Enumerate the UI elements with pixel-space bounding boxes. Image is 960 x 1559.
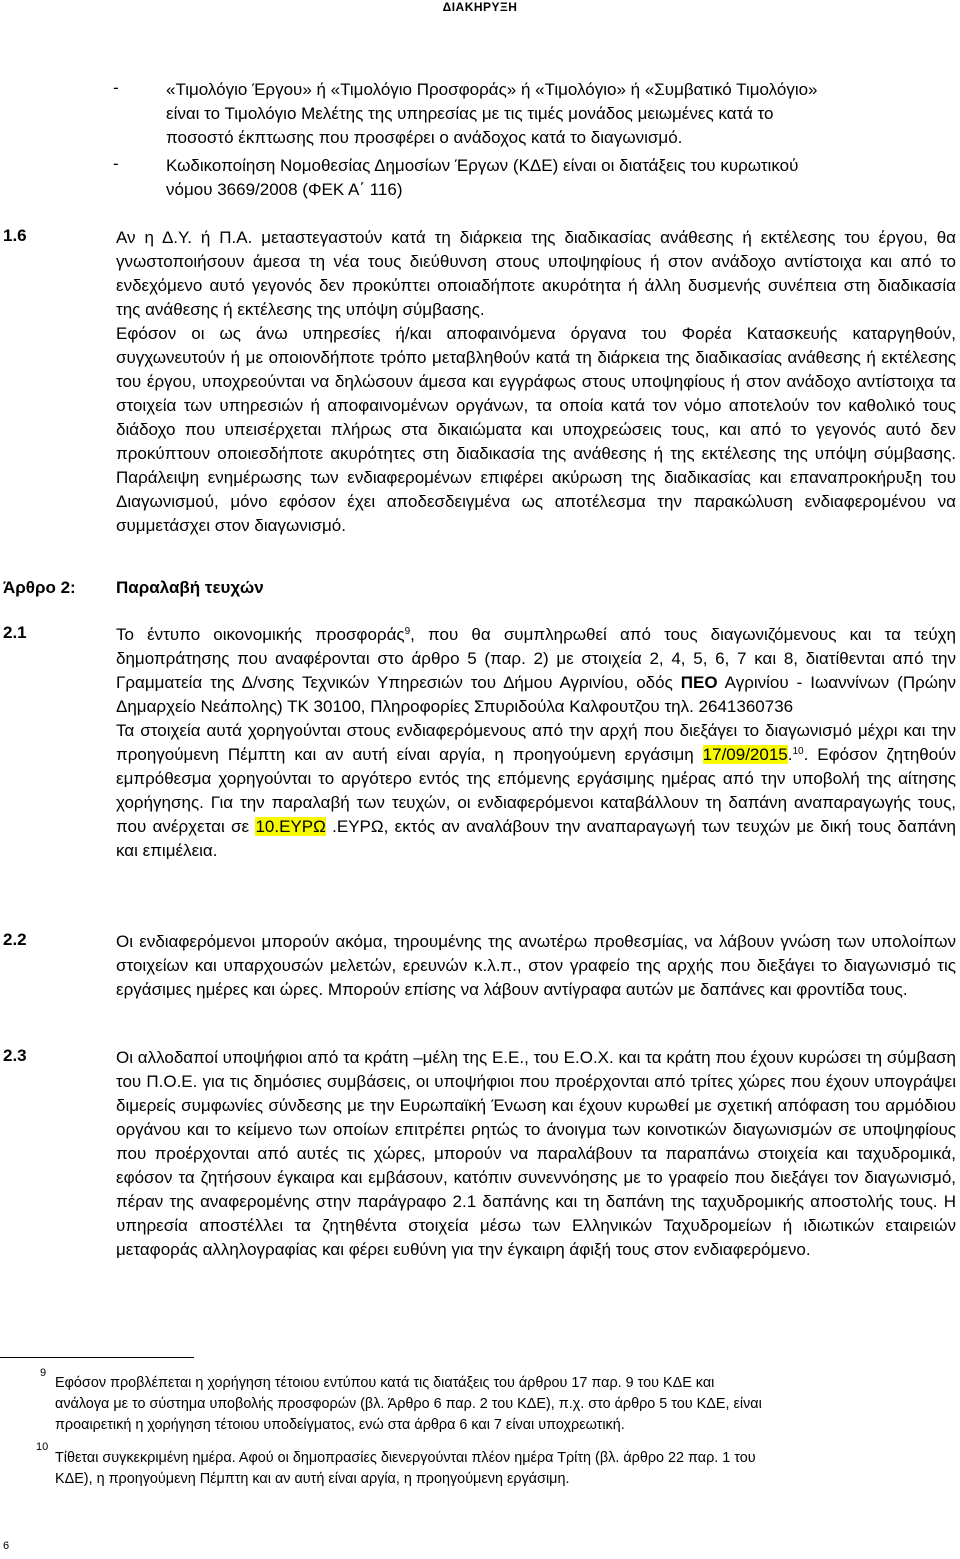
footnote-10 xyxy=(55,1448,959,1490)
list-dash: - xyxy=(113,78,119,97)
page-header xyxy=(0,0,960,14)
footnote-line: ΚΔΕ), η προηγούμενη Πέμπτη και αν αυτή είναι αργία, η προηγούμενη εργάσιμη. xyxy=(55,1471,570,1487)
footnote-mark: 10 xyxy=(36,1441,49,1453)
section-2-2-body xyxy=(116,930,956,1002)
section-1-6-body xyxy=(116,226,956,538)
text-line: Κωδικοποίηση Νομοθεσίας Δημοσίων Έργων (ΚΔΕ) είναι οι διατάξεις του κυρωτικού xyxy=(166,156,799,175)
paragraph: Οι αλλοδαποί υποψήφιοι από τα κράτη –μέλη της Ε.Ε., του Ε.Ο.Χ. και τα κράτη που έχουν κυρώσει τη σύμβαση του Π.Ο.Ε. για τις δημόσιες συμβάσεις, οι υποψήφιοι που προέρχονται από τρίτες χώρες που έχουν υπογράψει διμερείς συμφωνίες σύνδεσης με την Ευρωπαϊκή Ένωση και έχουν κυρωθεί με σχετική απόφαση του αρμόδιου οργάνου και το κείμενο των οποίων επιτρέπει ρητώς το άνοιγμα των κοινοτικών διαγωνισμών σε υποψηφίους που προέρχονται από αυτές τις χώρες, μπορούν να παραλάβουν τα παραπάνω στοιχεία και ταχυδρομικά, εφόσον τα ζητήσουν έγκαιρα και εμβάσουν, κατόπιν συνεννόησης με το γραφείο που διεξάγει τον διαγωνισμό, πέραν της αναφερομένης στην παράγραφο 2.1 δαπάνης και τη δαπάνη της ταχυδρομικής αποστολής τους. Η υπηρεσία αποστέλλει τα ζητηθέντα στοιχεία μέσω των Ελληνικών Ταχυδρομείων ή ιδιωτικών εταιρειών μεταφοράς αλληλογραφίας και φέρει ευθύνη για την έγκαιρη άφιξή τους στον ενδιαφερόμενο. xyxy=(116,1048,956,1259)
footnote-line: ανάλογα με το σύστημα υποβολής προσφορών (βλ. Άρθρο 6 παρ. 2 του ΚΔΕ), π.χ. στο άρθρο 5 του ΚΔΕ, είναι xyxy=(55,1396,762,1412)
text-run: . Εφόσον ζητηθούν εμπρόθεσμα χορηγούνται το αργότερο εντός της επόμενης εργάσιμης ημέρας από την υποβολή της αίτησης χορήγησης. Για την παραλαβή των τευχών, οι ενδιαφερόμενοι καταβάλλουν τη δαπάνη αναπαραγωγής τους, που ανέρχεται σε xyxy=(116,745,957,836)
highlighted-amount: 10.ΕΥΡΩ xyxy=(255,817,326,836)
text-run: Το έντυπο οικονομικής προσφοράς xyxy=(116,625,405,644)
section-number: 2.3 xyxy=(3,1046,27,1065)
text-line: είναι το Τιμολόγιο Μελέτης της υπηρεσίας με τις τιμές μονάδος μειωμένες κατά το xyxy=(166,104,774,123)
street-name: ΠΕΟ xyxy=(680,673,718,692)
text-run: , που θα συμπληρωθεί από τους διαγωνιζόμενους και τα τεύχη δημοπράτησης που αναφέρονται στο άρθρο 5 (παρ. 2) με στοιχεία 2, 4, 5, 6, 7 και 8, διατίθενται από την Γραμματεία της Δ/νσης Τεχνικών Υπηρεσιών του Δήμου Αγρινίου, οδός xyxy=(116,625,957,692)
footnote-line: Τίθεται συγκεκριμένη ημέρα. Αφού οι δημοπρασίες διενεργούνται πλέον ημέρα Τρίτη (βλ. άρθρο 22 παρ. 1 του xyxy=(55,1450,756,1466)
article-title: Παραλαβή τευχών xyxy=(116,578,264,597)
highlighted-date: 17/09/2015 xyxy=(702,745,788,764)
paragraph xyxy=(116,623,956,719)
definition-item xyxy=(166,78,956,150)
text-line: «Τιμολόγιο Έργου» ή «Τιμολόγιο Προσφοράς» ή «Τιμολόγιο» ή «Συμβατικό Τιμολόγιο» xyxy=(166,80,818,99)
section-number: 1.6 xyxy=(3,226,27,245)
text-run: Αγρινίου - Ιωαννίνων (Πρώην Δημαρχείο Νεάπολης) ΤΚ 30100, Πληροφορίες Σπυριδούλα Καλφουτζου τηλ. 2641360736 xyxy=(116,673,956,716)
footnote-line: προαιρετική η χορήγηση τέτοιου υποδείγματος, ενώ στα άρθρα 6 και 7 είναι υποχρεωτική. xyxy=(55,1417,625,1433)
footnote-line: Εφόσον προβλέπεται η χορήγηση τέτοιου εντύπου κατά τις διατάξεις του άρθρου 17 παρ. 9 του ΚΔΕ και xyxy=(55,1375,715,1391)
page-number: 6 xyxy=(3,1540,10,1552)
list-dash: - xyxy=(113,154,119,173)
paragraph xyxy=(116,719,956,863)
footnote-separator xyxy=(0,1357,194,1358)
section-2-1-body xyxy=(116,623,956,863)
text-run: . xyxy=(787,745,793,764)
section-number: 2.1 xyxy=(3,623,27,642)
section-number: 2.2 xyxy=(3,930,27,949)
footnote-ref[interactable]: 9 xyxy=(404,626,411,637)
footnote-ref[interactable]: 10 xyxy=(792,746,804,757)
paragraph: Οι ενδιαφερόμενοι μπορούν ακόμα, τηρουμένης της ανωτέρω προθεσμίας, να λάβουν γνώση των υπολοίπων στοιχείων και υπαρχουσών μελετών, ερευνών κ.λ.π., στον γραφείο της αρχής που διεξάγει το διαγωνισμό τις εργάσιμες ημέρες και ώρες. Μπορούν επίσης να λάβουν αντίγραφα αυτών με δαπάνες και φροντίδα τους. xyxy=(116,932,956,999)
footnote-9 xyxy=(55,1373,959,1436)
section-2-3-body xyxy=(116,1046,956,1262)
text-line: νόμου 3669/2008 (ΦΕΚ Α΄ 116) xyxy=(166,180,403,199)
text-run: .ΕΥΡΩ, εκτός αν αναλάβουν την αναπαραγωγή των τευχών με δική τους δαπάνη και επιμέλεια. xyxy=(116,817,956,860)
paragraph: Αν η Δ.Υ. ή Π.Α. μεταστεγαστούν κατά τη διάρκεια της διαδικασίας ανάθεσης ή εκτέλεσης του έργου, θα γνωστοποιήσουν άμεσα τη νέα τους διεύθυνση στους υποψηφίους ή στον ανάδοχο αντίστοιχα και από το ενδεχόμενο αυτό γεγονός δεν προκύπτει οποιαδήποτε ακυρότητα ή άλλη δυσμενής συνέπεια στη διαδικασία της ανάθεσης ή εκτέλεσης της υπόψη σύμβασης. xyxy=(116,228,956,319)
definition-item xyxy=(166,154,956,202)
article-label: Άρθρο 2: xyxy=(3,578,76,597)
text-line: ποσοστό έκπτωσης που προσφέρει ο ανάδοχος κατά το διαγωνισμό. xyxy=(166,128,683,147)
text-run: Τα στοιχεία αυτά χορηγούνται στους ενδιαφερόμενους από την αρχή που διεξάγει το διαγωνισμό μέχρι και την προηγούμενη Πέμπτη και αν αυτή είναι αργία, η προηγούμενη εργάσιμη xyxy=(116,721,956,764)
footnote-mark: 9 xyxy=(40,1367,47,1379)
paragraph: Εφόσον οι ως άνω υπηρεσίες ή/και αποφαινόμενα όργανα του Φορέα Κατασκευής καταργηθούν, συγχωνευτούν ή με οποιονδήποτε τρόπο μεταβληθούν κατά τη διάρκεια της διαδικασίας ανάθεσης ή εκτέλεσης του έργου, υποχρεούνται να δηλώσουν άμεσα και εγγράφως στους υποψηφίους ή στον ανάδοχο αντίστοιχα τα στοιχεία των υπηρεσιών ή αποφαινομένων οργάνων, τα οποία κατά τον νόμο αποτελούν τον καθολικό τους διάδοχο που υπεισέρχεται πλήρως στα δικαιώματα και υποχρεώσεις τους, και από το γεγονός αυτό δεν προκύπτουν οποιεσδήποτε ακυρότητες στη διαδικασία της ανάθεσης ή της εκτέλεσης της υπόψη σύμβασης. Παράλειψη ενημέρωσης των ενδιαφερομένων επιφέρει ακύρωση της διαδικασίας και επαναπροκήρυξη του Διαγωνισμού, μόνο εφόσον έχει αποδεσδειγμένα ως αποτέλεσμα την παρακώλυση ενδιαφερομένου να συμμετάσχει στον διαγωνισμό. xyxy=(116,324,956,535)
document-title: ΔΙΑΚΗΡΥΞΗ xyxy=(442,0,518,14)
